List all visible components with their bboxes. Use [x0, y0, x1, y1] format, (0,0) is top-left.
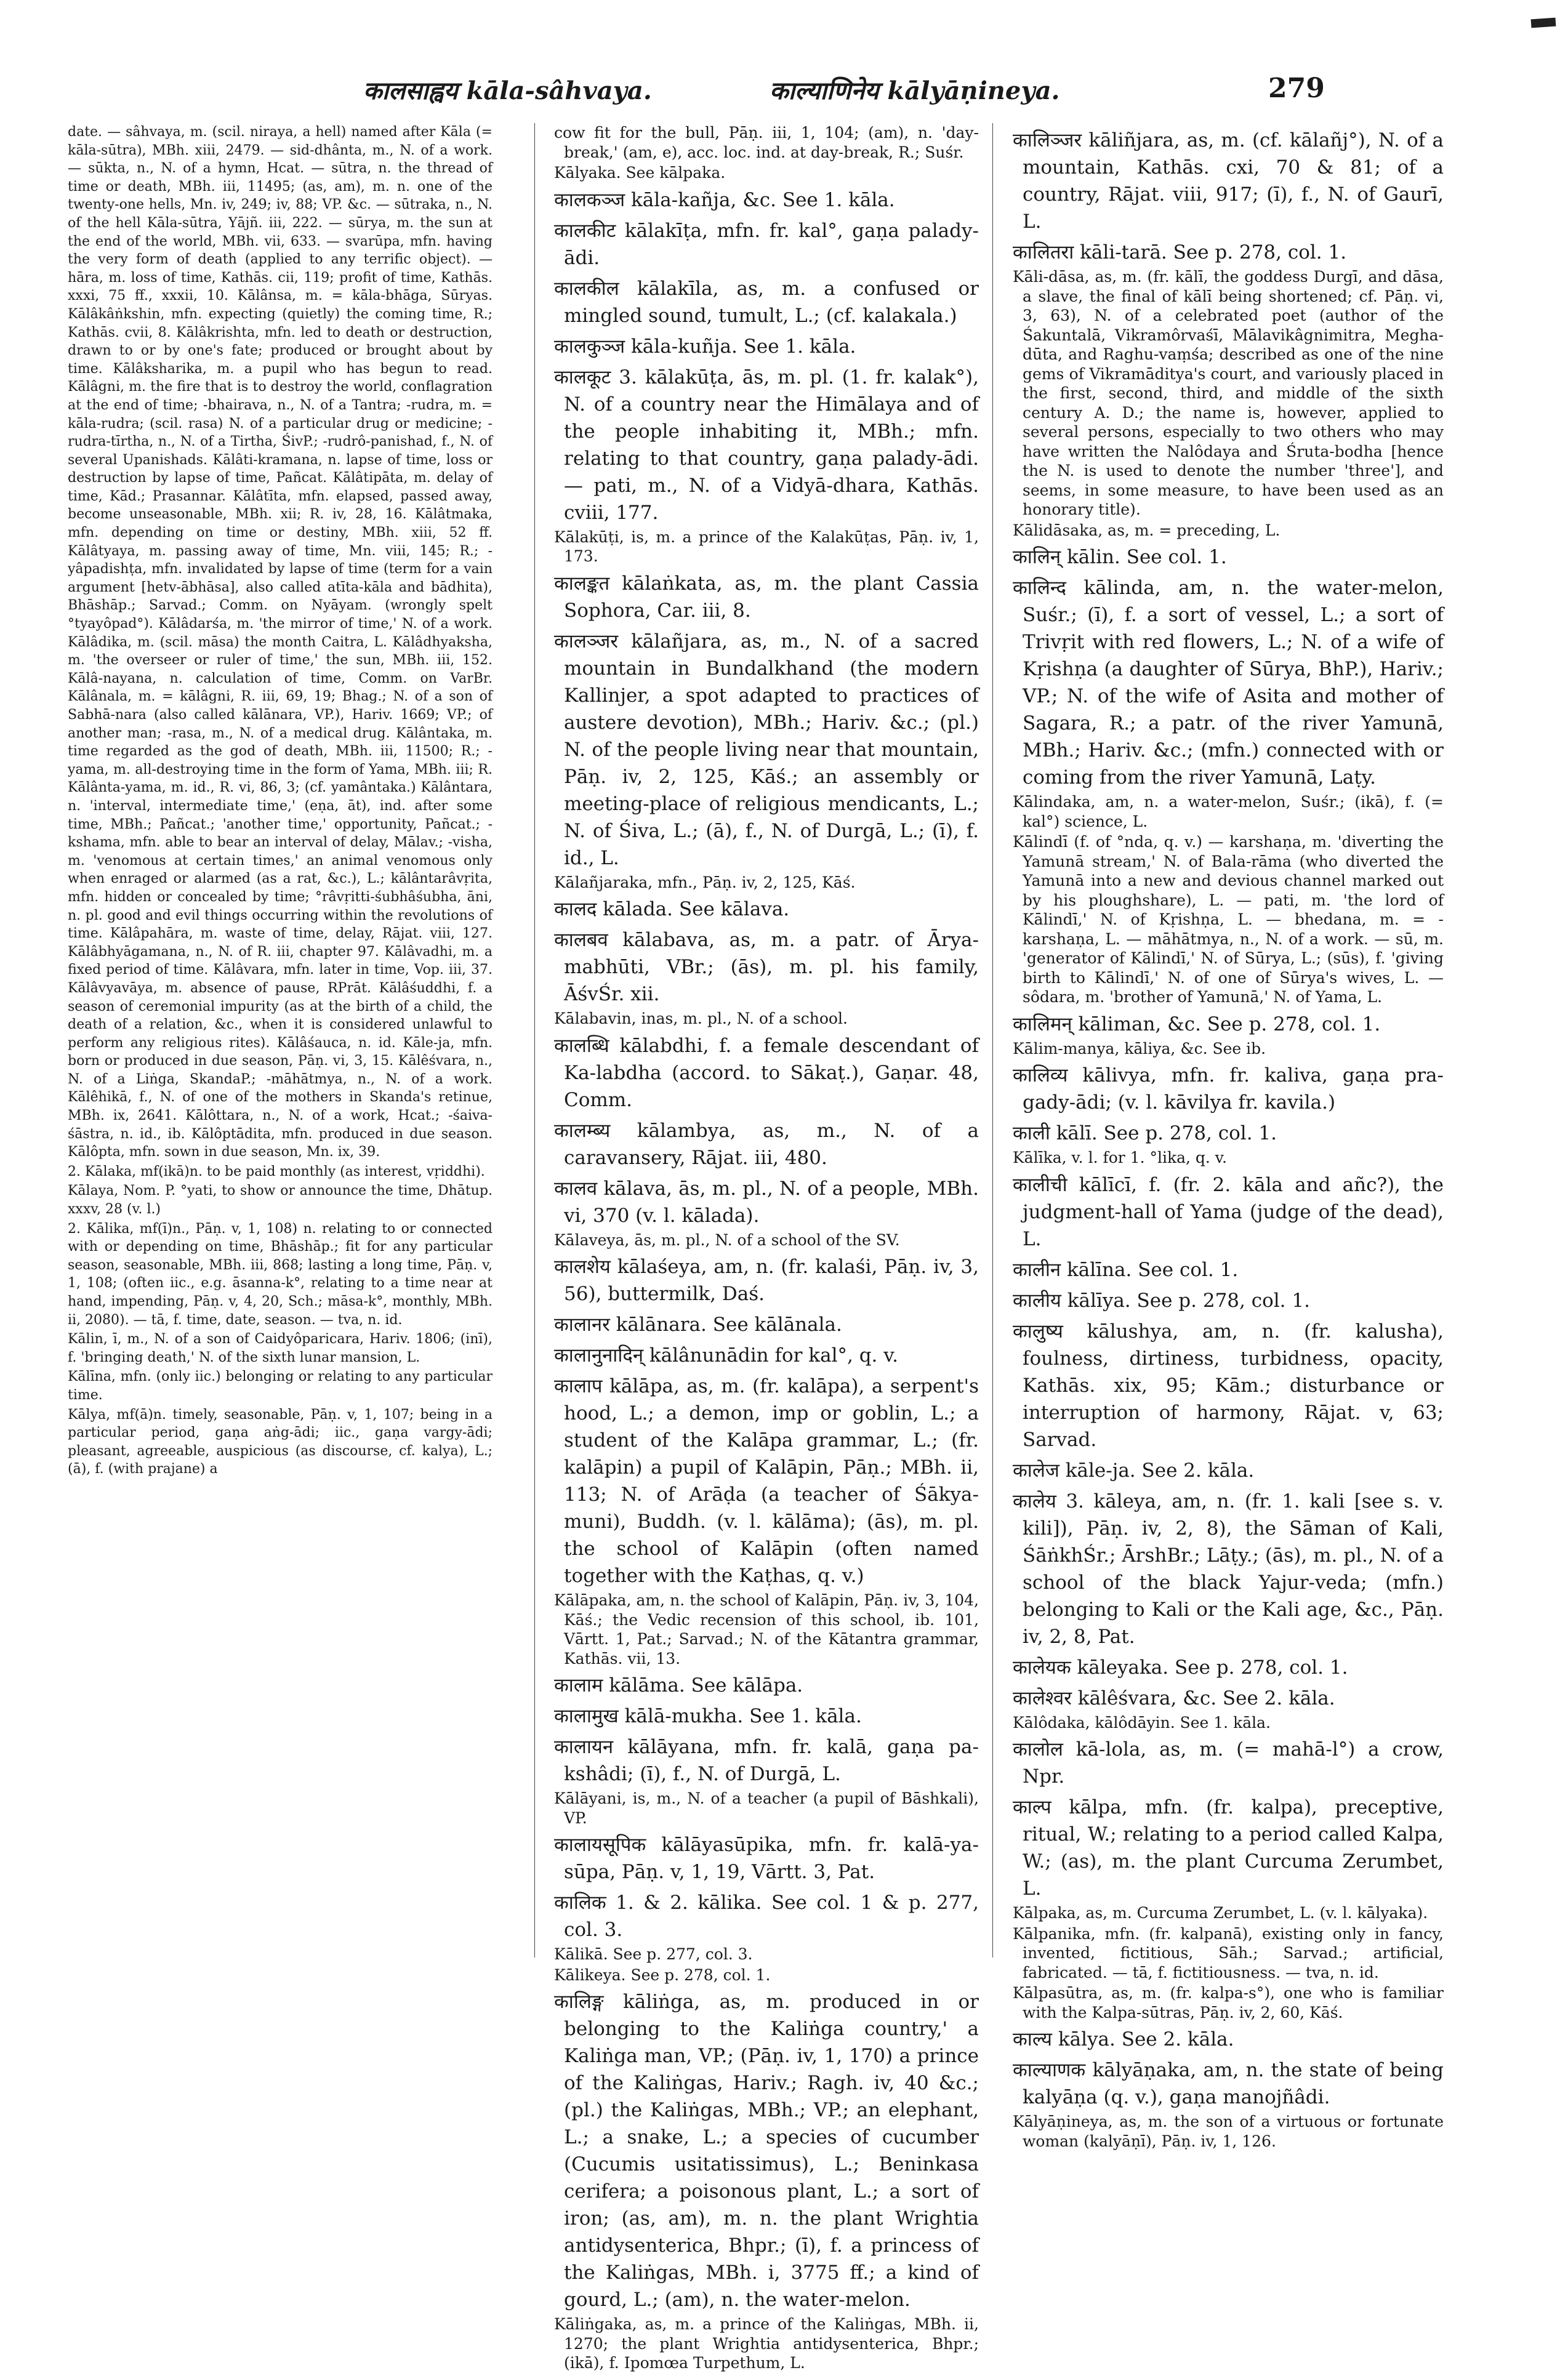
headword-entry: कालिन् kālin. See col. 1. — [1013, 546, 1227, 568]
headword-entry: कालञ्जर kālañjara, as, m., N. of a sacred mountain in Bundalkhand (the modern Kallinjer, a spot adapted to practices of austere devotion), MBh.; Hariv. &c.; (pl.) N. of the people living near that mountain, Pāṇ. iv, 2, 125, Kāś.; an assembly or meeting-place of religious mendicants, L.; N. of Śiva, L.; (ā), f., N. of Durgā, L.; (ī), f. id., L. — [554, 630, 979, 869]
dictionary-entry: Kālpasūtra, as, m. (fr. kalpa-s°), one who is familiar with the Kalpa-sūtras, Pāṇ. iv, 2, 60, Kāś. — [1013, 1984, 1444, 2022]
dictionary-entry: 2. Kālaka, mf(ikā)n. to be paid monthly (as interest, vṛiddhi). — [68, 1163, 485, 1179]
headword-entry: कालानर kālānara. See kālānala. — [554, 1314, 842, 1336]
header-left-word: कालसाह्वय kāla-sâhvaya. — [363, 76, 652, 105]
headword-entry: काल्य kālya. See 2. kāla. — [1013, 2028, 1234, 2050]
headword-entry: कालिञ्जर kāliñjara, as, m. (cf. kālañj°), N. of a mountain, Kathās. cxi, 70 & 81; of a country, Rājat. viii, 917; (ī), f., N. of Gaurī, L. — [1013, 129, 1444, 233]
headword-entry: कालेश्वर kālêśvara, &c. See 2. kāla. — [1013, 1687, 1335, 1709]
headword-entry: कालामुख kālā-mukha. See 1. kāla. — [554, 1705, 862, 1727]
headword-entry: कालायन kālāyana, mfn. fr. kalā, gaṇa pa-kshâdi; (ī), f., N. of Durgā, L. — [554, 1736, 979, 1785]
dictionary-entry: Kālikā. See p. 277, col. 3. — [554, 1945, 753, 1963]
headword-entry: कालिक 1. & 2. kālika. See col. 1 & p. 277, col. 3. — [554, 1892, 979, 1941]
headword-entry: कालिन्द kālinda, am, n. the water-melon, Suśr.; (ī), f. a sort of vessel, L.; a sort of Trivṛit with red flowers, L.; N. of a wife of Kṛishṇa (a daughter of Sūrya, BhP.), Hariv.; VP.; N. of the wife of Asita and mother of Sagara, R.; a patr. of the river Yamunā, MBh.; Hariv. &c.; (mfn.) connected with or coming from the river Yamunā, Laṭy. — [1013, 577, 1444, 789]
dictionary-entry: Kālindī (f. of °nda, q. v.) — karshaṇa, m. 'diverting the Yamunā stream,' N. of Bala-rāma (who diverted the Yamunā into a new and devious channel marked out by his ploughshare), L. — pati, m. 'the lord of Kālindī,' N. of Kṛishṇa, L. — bhedana, m. = -karshaṇa, L. — māhātmya, n., N. of a work. — sū, m. 'generator of Kālindī,' N. of Sūrya, L.; (sūs), f. 'giving birth to Kālindī,' N. of one of Sūrya's wives, L. — sôdara, m. 'brother of Yamunā,' N. of Yama, L. — [1013, 833, 1444, 1006]
headword-entry: कालेय 3. kāleya, am, n. (fr. 1. kali [see s. v. kili]), Pāṇ. iv, 2, 8), the Sāman of Kali, ŚāṅkhŚr.; ĀrshBr.; Lāṭy.; (ās), m. pl., N. of a school of the black Yajur-veda; (mfn.) belonging to Kali or the Kali age, &c., Pāṇ. iv, 2, 8, Pat. — [1013, 1490, 1444, 1648]
dictionary-entry: Kālīka, v. l. for 1. °lika, q. v. — [1013, 1149, 1227, 1166]
headword-entry: कालोल kā-lola, as, m. (= mahā-l°) a crow, Npr. — [1013, 1738, 1444, 1788]
headword-entry: कालायसूपिक kālāyasūpika, mfn. fr. kalā-ya-sūpa, Pāṇ. v, 1, 19, Vārtt. 3, Pat. — [554, 1834, 979, 1883]
header-right-word: काल्याणिनेय kālyāṇineya. — [770, 76, 1060, 105]
dictionary-entry: Kālīna, mfn. (only iic.) belonging or relating to any particular time. — [68, 1369, 493, 1403]
page-number: 279 — [1268, 73, 1325, 104]
headword-entry: कालीची kālīcī, f. (fr. 2. kāla and añc?), the judgment-hall of Yama (judge of the dead), L. — [1013, 1173, 1444, 1250]
headword-entry: कालेयक kāleyaka. See p. 278, col. 1. — [1013, 1656, 1348, 1679]
dictionary-entry: Kālyaka. See kālpaka. — [554, 164, 726, 182]
column-1 — [68, 123, 493, 1970]
dictionary-entry: Kālin, ī, m., N. of a son of Caidyôparicara, Hariv. 1806; (inī), f. 'bringing death,' N. of the sixth lunar mansion, L. — [68, 1331, 493, 1365]
dictionary-entry: Kālyāṇineya, as, m. the son of a virtuous or fortunate woman (kalyāṇī), Pāṇ. iv, 1, 126. — [1013, 2113, 1444, 2150]
headword-entry: काल्प kālpa, mfn. (fr. kalpa), preceptive, ritual, W.; relating to a period called Kalpa, W.; (as), m. the plant Curcuma Zerumbet, L. — [1013, 1796, 1444, 1900]
dictionary-entry: Kāliṅgaka, as, m. a prince of the Kaliṅgas, MBh. ii, 1270; the plant Wrightia antidysenterica, Bhpr.; (ikā), f. Ipomœa Turpethum, L. — [554, 2315, 979, 2372]
headword-entry: कालिङ्ग kāliṅga, as, m. produced in or belonging to the Kaliṅga country,' a Kaliṅga man, VP.; (Pāṇ. iv, 1, 170) a prince of the Kaliṅgas, Hariv.; Ragh. iv, 40 &c.; (pl.) the Kaliṅgas, MBh.; VP.; an elephant, L.; a snake, L.; a species of cucumber (Cucumis usitatissimus), L.; Beninkasa cerifera; a poisonous plant, L.; a sort of iron; (as, am), m. n. the plant Wrightia antidysenterica, Bhpr.; (ī), f. a princess of the Kaliṅgas, MBh. i, 3775 ff.; a kind of gourd, L.; (am), n. the water-melon. — [554, 1991, 979, 2311]
dictionary-entry: Kālaveya, ās, m. pl., N. of a school of the SV. — [554, 1231, 900, 1249]
column-2 — [554, 123, 979, 2372]
dictionary-entry: Kālaya, Nom. P. °yati, to show or announce the time, Dhātup. xxxv, 28 (v. l.) — [68, 1183, 493, 1218]
dictionary-entry: Kālôdaka, kālôdāyin. See 1. kāla. — [1013, 1713, 1271, 1732]
headword-entry: कालाप kālāpa, as, m. (fr. kalāpa), a serpent's hood, L.; a demon, imp or goblin, L.; a student of the Kalāpa grammar, L.; (fr. kalāpin) a pupil of Kalāpin, Pāṇ.; MBh. ii, 113; N. of Arāḍa (a teacher of Śākya-muni), Buddh. (v. l. kālāma); (ās), m. pl. the school of Kalāpin (often named together with the Kaṭhas, q. v.) — [554, 1375, 979, 1587]
headword-entry: कालकुञ्ज kāla-kuñja. See 1. kāla. — [554, 335, 856, 358]
column-3 — [1013, 123, 1444, 2150]
dictionary-entry: Kālindaka, am, n. a water-melon, Suśr.; (ikā), f. (= kal°) science, L. — [1013, 793, 1444, 830]
headword-entry: कालाम kālāma. See kālāpa. — [554, 1674, 803, 1696]
dictionary-entry: Kālāyani, is, m., N. of a teacher (a pupil of Bāshkali), VP. — [554, 1789, 979, 1827]
headword-entry: कालम्ब्य kālambya, as, m., N. of a caravansery, Rājat. iii, 480. — [554, 1119, 979, 1169]
headword-entry: कालिव्य kālivya, mfn. fr. kaliva, gaṇa pra-gady-ādi; (v. l. kāvilya fr. kavila.) — [1013, 1064, 1444, 1114]
headword-entry: काल्याणक kālyāṇaka, am, n. the state of being kalyāṇa (q. v.), gaṇa manojñâdi. — [1013, 2059, 1444, 2108]
dictionary-entry: Kālikeya. See p. 278, col. 1. — [554, 1965, 771, 1984]
dictionary-entry: 2. Kālika, mf(ī)n., Pāṇ. v, 1, 108) n. relating to or connected with or depending on time, Bhāshāp.; fit for any particular season, seasonable, MBh. iii, 868; lasting a long time, Pāṇ. v, 1, 108; (often iic., e.g. āsanna-k°, relating to a time near at hand, impending, Pāṇ. v, 4, 20, Sch.; māsa-k°, monthly, MBh. ii, 2080). — tā, f. time, date, season. — tva, n. id. — [68, 1221, 493, 1328]
dictionary-entry: Kālidāsaka, as, m. = preceding, L. — [1013, 521, 1281, 539]
headword-entry: कालङ्कत kālaṅkata, as, m. the plant Cassia Sophora, Car. iii, 8. — [554, 572, 979, 622]
headword-entry: कालुष्य kālushya, am, n. (fr. kalusha), foulness, dirtiness, turbidness, opacity, Kathās. xix, 95; Kām.; disturbance or interruption of harmony, Rājat. v, 63; Sarvad. — [1013, 1320, 1444, 1451]
headword-entry: कालकीट kālakīṭa, mfn. fr. kal°, gaṇa palady-ādi. — [554, 219, 979, 269]
dictionary-entry: Kālpaka, as, m. Curcuma Zerumbet, L. (v. l. kālyaka). — [1013, 1904, 1428, 1922]
dictionary-entry: Kālim-manya, kāliya, &c. See ib. — [1013, 1039, 1266, 1058]
dictionary-entry: Kālya, mf(ā)n. timely, seasonable, Pāṇ. v, 1, 107; being in a particular period, gaṇa aṅg-ādi; iic., gaṇa vargy-ādi; pleasant, agreeable, auspicious (as discourse, cf. kalya), L.; (ā), f. (with prajane) a — [68, 1407, 493, 1477]
dictionary-entry: cow fit for the bull, Pāṇ. iii, 1, 104; (am), n. 'day-break,' (am, e), acc. loc. ind. at day-break, R.; Suśr. — [554, 124, 979, 161]
dictionary-entry: Kālakūṭi, is, m. a prince of the Kalakūṭas, Pāṇ. iv, 1, 173. — [554, 528, 979, 565]
headword-entry: कालीन kālīna. See col. 1. — [1013, 1258, 1239, 1281]
headword-entry: कालव kālava, ās, m. pl., N. of a people, MBh. vi, 370 (v. l. kālada). — [554, 1177, 979, 1227]
headword-entry: कालिमन् kāliman, &c. See p. 278, col. 1. — [1013, 1013, 1381, 1035]
headword-entry: कालद kālada. See kālava. — [554, 898, 790, 920]
dictionary-entry: Kālpanika, mfn. (fr. kalpanā), existing only in fancy, invented, fictitious, Sāh.; Sarvad.; artificial, fabricated. — tā, f. fictitiousness. — tva, n. id. — [1013, 1924, 1444, 1982]
headword-entry: कालेज kāle-ja. See 2. kāla. — [1013, 1459, 1255, 1482]
headword-entry: कालबव kālabava, as, m. a patr. of Ārya-mabhūti, VBr.; (ās), m. pl. his family, ĀśvŚr. xii. — [554, 929, 979, 1005]
headword-entry: कालकञ्ज kāla-kañja, &c. See 1. kāla. — [554, 188, 895, 211]
dictionary-columns — [68, 123, 1508, 2372]
headword-entry: कालकूट 3. kālakūṭa, ās, m. pl. (1. fr. kalak°), N. of a country near the Himālaya and of the people inhabiting it, MBh.; mfn. relating to that country, gaṇa palady-ādi. — pati, m., N. of a Vidyā-dhara, Kathās. cviii, 177. — [554, 366, 979, 524]
headword-entry: कालानुनादिन् kālânunādin for kal°, q. v. — [554, 1344, 898, 1367]
headword-entry: कालितरा kāli-tarā. See p. 278, col. 1. — [1013, 241, 1347, 263]
running-head — [0, 73, 1568, 116]
headword-entry: काली kālī. See p. 278, col. 1. — [1013, 1122, 1277, 1144]
dictionary-entry: Kālāpaka, am, n. the school of Kalāpin, Pāṇ. iv, 3, 104, Kāś.; the Vedic recension of this school, ib. 101, Vārtt. 1, Pat.; Sarvad.; N. of the Kātantra grammar, Kathās. vii, 13. — [554, 1591, 979, 1668]
headword-entry: कालशेय kālaśeya, am, n. (fr. kalaśi, Pāṇ. iv, 3, 56), buttermilk, Daś. — [554, 1256, 979, 1305]
dictionary-entry: Kāli-dāsa, as, m. (fr. kālī, the goddess Durgī, and dāsa, a slave, the final of kālī being shortened; cf. Pāṇ. vi, 3, 63), N. of a celebrated poet (author of the Śakuntalā, Vikramôrvaśī, Mālavikâgnimitra, Megha-dūta, and Raghu-vaṃśa; described as one of the nine gems of Vikramāditya's court, and variously placed in the first, second, third, and middle of the sixth century A. D.; the name is, however, applied to several persons, especially to two others who may have written the Nalôdaya and Śruta-bodha [hence the N. is used to denote the number 'three'], and seems, in some measure, to have been used as an honorary title). — [1013, 268, 1444, 518]
headword-entry: कालीय kālīya. See p. 278, col. 1. — [1013, 1289, 1310, 1312]
dictionary-entry: Kālañjaraka, mfn., Pāṇ. iv, 2, 125, Kāś. — [554, 873, 856, 891]
dictionary-entry: date. — sâhvaya, m. (scil. niraya, a hell) named after Kāla (= kāla-sūtra), MBh. xiii, 2479. — sid-dhânta, m., N. of a work. — sūkta, n., N. of a hymn, Hcat. — sūtra, n. the thread of time or death, MBh. iii, 11495; (as, am), m. n. one of the twenty-one hells, Mn. iv, 249; iv, 88; VP. &c. — sūtraka, n., N. of the hell Kāla-sūtra, Yājñ. iii, 222. — sūrya, m. the sun at the end of the world, MBh. vii, 633. — svarūpa, mfn. having the very form of death (applied to any terrific object). — hāra, m. loss of time, Kathās. cii, 119; profit of time, Kathās. xxxi, 75 ff., xxxii, 10. Kālânsa, m. = kāla-bhāga, Sūryas. Kālâkâṅkshin, mfn. expecting (quietly) the coming time, R.; Kathās. cvii, 8. Kālâkrishta, mfn. led to death or destruction, drawn to or by one's fate; produced or brought about by time. Kālâksharika, m. a pupil who has begun to read. Kālâgni, m. the fire that is to destroy the world, conflagration at the end of time; -bhairava, n., N. of a Tantra; -rudra, m. = kāla-rudra; (scil. rasa) N. of a particular drug or medicine; -rudra-tīrtha, n., N. of a Tirtha, ŚivP.; -rudrô-panishad, f., N. of several Upanishads. Kālâti-kramana, n. lapse of time, loss or destruction by lapse of time, Pañcat. Kālâtipāta, m. delay of time, Kād.; Prasannar. Kālâtīta, mfn. elapsed, passed away, become unseasonable, MBh. xii; R. iv, 28, 16. Kālâtmaka, mfn. depending on time or destiny, MBh. xiii, 52 ff. Kālâtyaya, m. passing away of time, Mn. viii, 145; R.; -yâpadishṭa, mfn. invalidated by lapse of time (term for a vain argument [hetv-ābhāsa], also called atīta-kāla and bādhita), Bhāshāp.; Sarvad.; Comm. on Nyāyam. (wrongly spelt °tyayôpad°). Kālâdarśa, m. 'the mirror of time,' N. of a work. Kālâdika, m. (scil. māsa) the month Caitra, L. Kālâdhyaksha, m. 'the overseer or ruler of time,' the sun, MBh. iii, 152. Kālâ-nayana, n. calculation of time, Comm. on VarBr. Kālânala, m. = kālâgni, R. iii, 69, 19; Bhag.; N. of a son of Sabhā-nara (also called kālānara, VP.), Hariv. 1669; VP.; of another man; -rasa, m., N. of a medical drug. Kālântaka, m. time regarded as the god of death, MBh. iii, 11500; R.; -yama, m. all-destroying time in the form of Yama, MBh. iii; R. Kālânta-yama, m. id., R. vi, 86, 3; (cf. yamântaka.) Kālântara, n. 'interval, intermediate time,' (eṇa, āt), ind. after some time, MBh.; Pañcat.; 'another time,' opportunity, Pañcat.; -kshama, mfn. able to bear an interval of delay, Mālav.; -visha, m. 'venomous at certain times,' an animal venomous only when enraged or alarmed (as a rat, &c.), L.; kālântarâvṛita, mfn. hidden or concealed by time; °râvṛitti-śubhâśubha, āni, n. pl. good and evil things occurring within the revolutions of time. Kālâpahāra, m. waste of time, delay, Rājat. viii, 127. Kālâbhyāgamana, n., N. of R. iii, chapter 97. Kālâvadhi, m. a fixed period of time. Kālâvara, mfn. later in time, Vop. iii, 37. Kālâvyavāya, m. absence of pause, RPrāt. Kālâśuddhi, f. a season of ceremonial impurity (as at the birth of a child, the death of a relation, &c., when it is considered unlawful to perform any religious rites). Kālâśauca, n. id. Kāle-ja, mfn. born or produced in due season, Pāṇ. vi, 3, 15. Kālêśvara, n., N. of a Liṅga, SkandaP.; -māhātmya, n., N. of a work. Kālêhikā, f., N. of one of the mothers in Skanda's retinue, MBh. ix, 2641. Kālôttara, n., N. of a work, Hcat.; -śaiva-śāstra, n. id., ib. Kālôptādita, mfn. produced in due season. Kālôpta, mfn. sown in due season, Mn. ix, 39. — [68, 124, 493, 1160]
headword-entry: कालब्धि kālabdhi, f. a female descendant of Ka-labdha (accord. to Sākaṭ.), Gaṇar. 48, Comm. — [554, 1034, 979, 1111]
scan-corner-mark — [1531, 18, 1556, 28]
dictionary-entry: Kālabavin, inas, m. pl., N. of a school. — [554, 1010, 848, 1027]
headword-entry: कालकील kālakīla, as, m. a confused or mingled sound, tumult, L.; (cf. kalakala.) — [554, 277, 979, 327]
